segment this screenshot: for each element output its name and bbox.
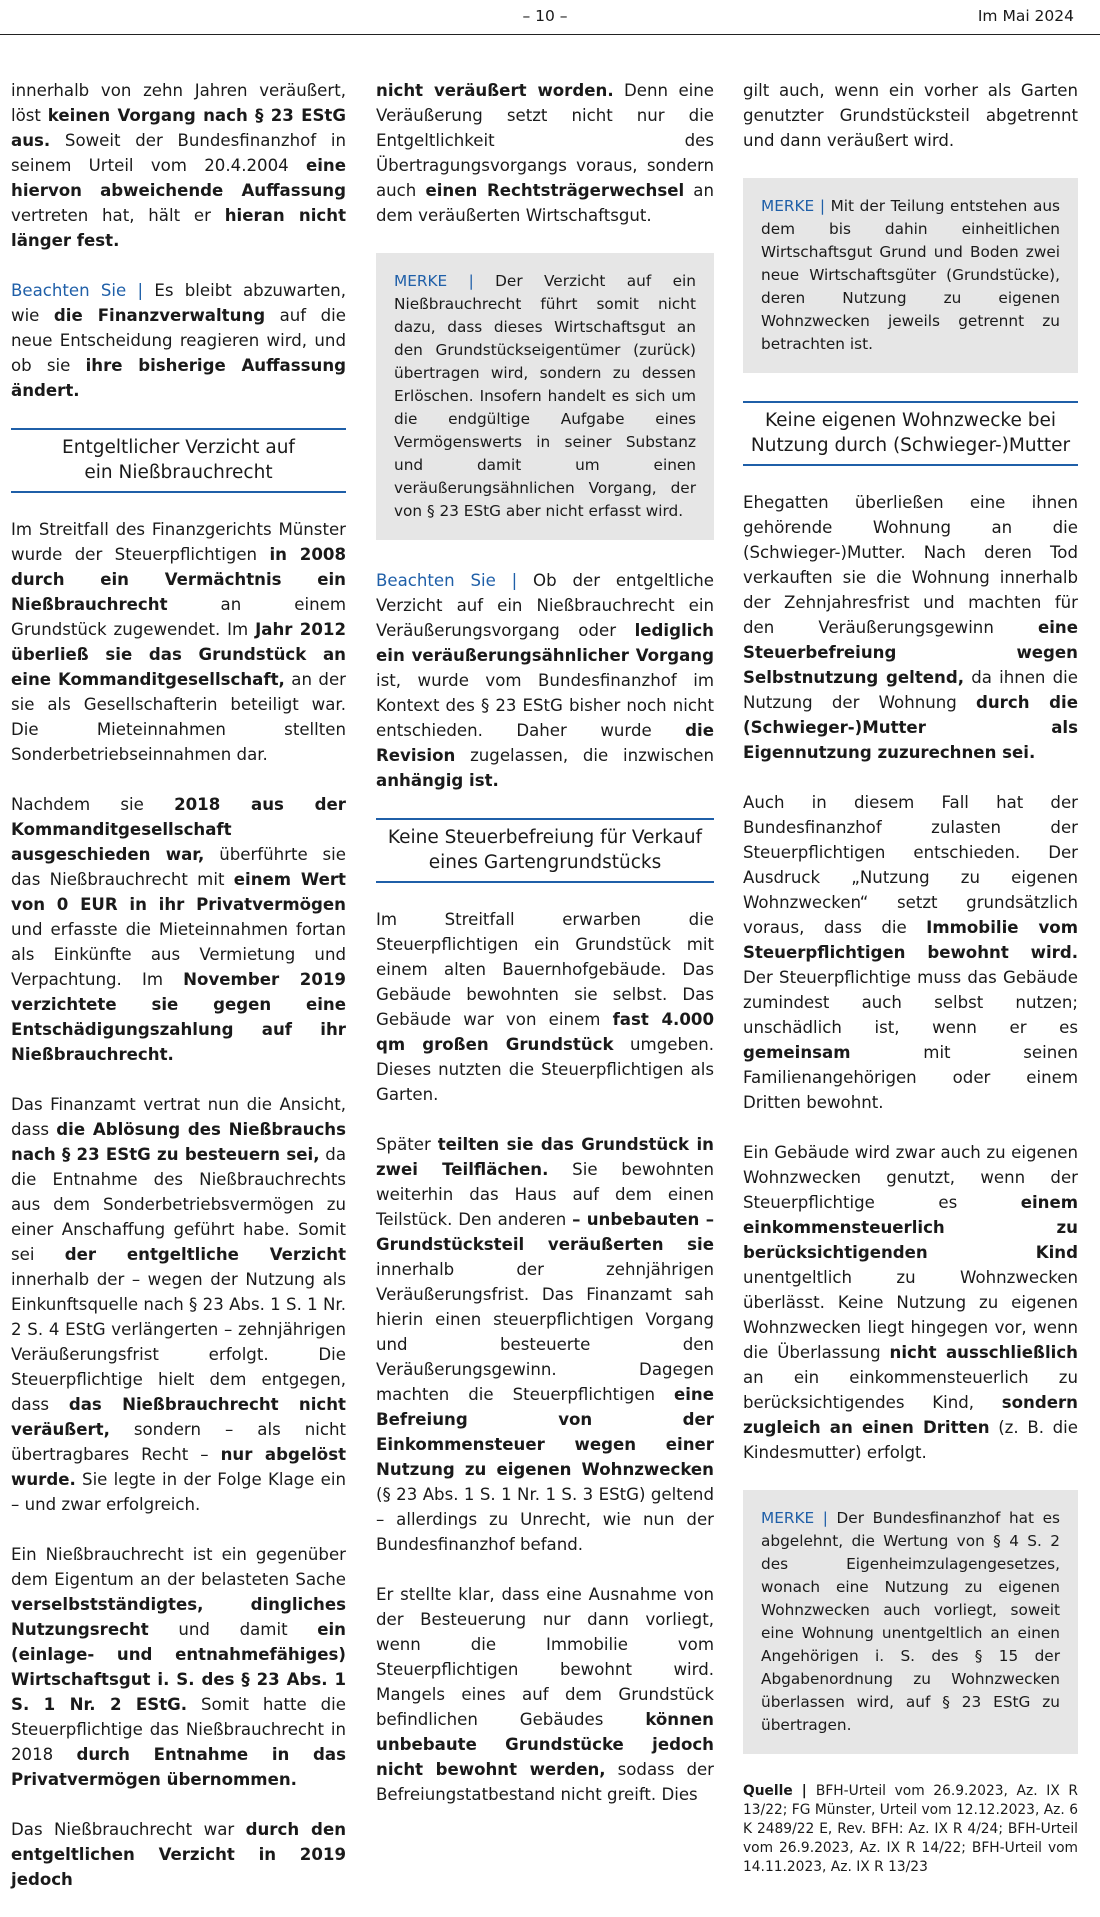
text-run: an ein einkommensteuerlich zu berücksichtigendes Kind,: [743, 1368, 1078, 1412]
text-run: sondern – als nicht übertragbares Recht –: [11, 1420, 346, 1464]
heading-line: Keine eigenen Wohnzwecke bei: [764, 410, 1057, 431]
text-run: Der Steuerpflichtige muss das Gebäude zumindest auch selbst nutzen; unschädlich ist, wenn er es: [743, 968, 1078, 1037]
note-beachten-sie: [11, 278, 346, 403]
text-run: Sie legte in der Folge Klage ein – und zwar erfolgreich.: [11, 1470, 346, 1514]
text-run: Später: [376, 1135, 438, 1154]
merke-box: [743, 1490, 1078, 1754]
merke-box: [743, 178, 1078, 373]
paragraph: [743, 790, 1078, 1115]
emphasis-text: nicht veräußert worden.: [376, 81, 614, 100]
emphasis-text: 2018 aus der Kommanditgesellschaft ausgeschieden war,: [11, 795, 346, 864]
text-run: Im Streitfall des Finanzgerichts Münster wurde der Steuerpflichtigen: [11, 520, 346, 564]
issue-date: Im Mai 2024: [977, 7, 1074, 25]
text-run: BFH-Urteil vom 26.9.2023, Az. IX R 13/22; FG Münster, Urteil vom 12.12.2023, Az. 6 K 2489/22 E, Rev. BFH: Az. IX R 4/24; BFH-Urteil vom 26.9.2023, Az. IX R 14/22; BFH-Urteil vom 14.11.2023, Az. IX R 13/23: [743, 1783, 1078, 1875]
paragraph: [743, 78, 1078, 153]
text-run: |: [126, 281, 155, 300]
text-run: Sie bewohnten weiterhin das Haus auf dem einen Teilstück. Den anderen: [376, 1160, 714, 1229]
text-run: (z. B. die Kindesmutter) erfolgt.: [743, 1418, 1079, 1462]
paragraph: [11, 517, 346, 767]
text-run: an dem veräußerten Wirtschaftsgut.: [376, 181, 714, 225]
merke-text: [394, 270, 696, 523]
emphasis-text: ihre bisherige Auffassung ändert.: [11, 356, 347, 400]
emphasis-text: hieran nicht länger fest.: [11, 206, 347, 250]
emphasis-text: in 2008 durch ein Vermächtnis ein Nießbrauchrecht: [11, 545, 346, 614]
text-run: an einem Grundstück zugewendet. Im: [11, 595, 346, 639]
page-header: [0, 0, 1100, 35]
paragraph: [11, 1817, 346, 1892]
text-run: |: [814, 197, 831, 215]
page-number: – 10 –: [522, 7, 568, 25]
emphasis-text: verselbstständigtes, dingliches Nutzungsrecht: [11, 1595, 346, 1639]
heading-line: Entgeltlicher Verzicht auf: [62, 437, 295, 458]
source-citation: [743, 1782, 1078, 1877]
text-run: |: [814, 1509, 837, 1527]
emphasis-text: die Ablösung des Nießbrauchs nach § 23 EStG zu besteuern sei,: [11, 1120, 346, 1164]
emphasis-text: einem Wert von 0 EUR in ihr Privatvermögen: [11, 870, 346, 914]
text-run: |: [447, 272, 496, 290]
emphasis-text: die Finanzverwaltung: [53, 306, 266, 325]
text-run: innerhalb von zehn Jahren veräußert, löst: [11, 81, 346, 125]
heading-line: Nutzung durch (Schwieger-)Mutter: [750, 435, 1071, 456]
text-run: Auch in diesem Fall hat der Bundesfinanzhof zulasten der Steuerpflichtigen entschieden. Der Ausdruck „Nutzung zu eigenen Wohnzwecken“ setzt grundsätzlich voraus, dass die: [743, 793, 1078, 937]
emphasis-text: nicht ausschließlich: [889, 1343, 1078, 1362]
emphasis-text: eine hiervon abweichende Auffassung: [11, 156, 346, 200]
text-run: Mit der Teilung entstehen aus dem bis dahin einheitlichen Wirtschaftsgut Grund und Boden zwei neue Wirtschaftsgüter (Grundstücke), deren Nutzung zu eigenen Wohnzwecken jeweils getrennt zu betrachten ist.: [761, 197, 1060, 353]
box-label: Beachten Sie: [376, 571, 496, 590]
text-run: Er stellte klar, dass eine Ausnahme von der Besteuerung nur dann vorliegt, wenn die Immobilie vom Steuerpflichtigen bewohnt wird. Mangels eines auf dem Grundstück befindlichen Gebäudes: [376, 1585, 714, 1729]
text-run: Soweit der Bundesfinanzhof in seinem Urteil vom 20.4.2004: [11, 131, 346, 175]
emphasis-text: der entgeltliche Verzicht: [64, 1245, 346, 1264]
emphasis-text: das Nießbrauchrecht nicht veräußert,: [11, 1395, 346, 1439]
text-run: Somit hatte die Steuerpflichtige das Nießbrauchrecht in 2018: [11, 1695, 346, 1764]
quelle-text: [743, 1782, 1078, 1877]
emphasis-text: nur abgelöst wurde.: [11, 1445, 346, 1489]
heading-line: ein Nießbrauchrecht: [84, 462, 273, 483]
paragraph: [11, 1092, 346, 1517]
emphasis-text: lediglich ein veräußerungsähnlicher Vorgang: [376, 621, 714, 665]
text-run: innerhalb der zehnjährigen Veräußerungsfrist. Das Finanzamt sah hierin einen steuerpflichtigen Vorgang und besteuerte den Veräußerungsgewinn. Dagegen machten die Steuerpflichtigen: [376, 1260, 714, 1404]
emphasis-text: die Revision: [376, 721, 714, 765]
text-run: auf die neue Entscheidung reagieren wird, und ob sie: [11, 306, 346, 375]
emphasis-text: Immobilie vom Steuerpflichtigen bewohnt wird.: [743, 918, 1078, 962]
emphasis-text: keinen Vorgang nach § 23 EStG aus.: [11, 106, 346, 150]
paragraph: [11, 1542, 346, 1792]
emphasis-text: anhängig ist.: [376, 771, 499, 790]
column-left: [11, 78, 346, 1917]
column-right: [743, 78, 1078, 1877]
text-run: da die Entnahme des Nießbrauchrechts aus dem Sonderbetriebsvermögen zu einer Anschaffung geführt habe. Somit sei: [11, 1145, 346, 1264]
box-label: MERKE: [394, 272, 448, 290]
emphasis-text: Jahr 2012 überließ sie das Grundstück an eine Kommanditgesellschaft,: [11, 620, 346, 689]
text-run: ist, wurde vom Bundesfinanzhof im Kontext des § 23 EStG bisher noch nicht entschieden. Daher wurde: [376, 671, 714, 740]
paragraph: [376, 1132, 714, 1557]
heading-line: Keine Steuerbefreiung für Verkauf: [387, 827, 703, 848]
heading-line: eines Gartengrundstücks: [428, 852, 662, 873]
text-run: überführte sie das Nießbrauchrecht mit: [11, 845, 346, 889]
text-run: Ein Nießbrauchrecht ist ein gegenüber dem Eigentum an der belasteten Sache: [11, 1545, 346, 1589]
text-run: gilt auch, wenn ein vorher als Garten genutzter Grundstücksteil abgetrennt und dann veräußert wird.: [743, 81, 1078, 150]
text-run: Ein Gebäude wird zwar auch zu eigenen Wohnzwecken genutzt, wenn der Steuerpflichtige es: [743, 1143, 1078, 1212]
emphasis-text: fast 4.000 qm großen Grundstück: [376, 1010, 714, 1054]
text-run: Im Streitfall erwarben die Steuerpflichtigen ein Grundstück mit einem alten Bauernhofgebäude. Das Gebäude bewohnten sie selbst. Das Gebäude war von einem: [376, 910, 714, 1029]
text-run: (§ 23 Abs. 1 S. 1 Nr. 1 S. 3 EStG) geltend – allerdings zu Unrecht, wie nun der Bundesfinanzhof befand.: [376, 1485, 714, 1554]
merke-text: [761, 195, 1060, 356]
paragraph: [11, 78, 346, 253]
section-heading-niessbrauch: [11, 428, 346, 493]
text-run: Der Bundesfinanzhof hat es abgelehnt, die Wertung von § 4 S. 2 des Eigenheimzulagengesetzes, wonach eine Nutzung zu eigenen Wohnzwecken auch vorliegt, soweit eine Wohnung unentgeltlich an einen Angehörigen i. S. des § 15 der Abgabenordnung zu Wohnzwecken überlassen wird, auf § 23 EStG zu übertragen.: [761, 1509, 1061, 1734]
text-run: |: [495, 571, 534, 590]
note-beachten-sie: [376, 568, 714, 793]
box-label: MERKE: [761, 1509, 815, 1527]
paragraph: [376, 907, 714, 1107]
text-run: Das Finanzamt vertrat nun die Ansicht, dass: [11, 1095, 346, 1139]
emphasis-text: teilten sie das Grundstück in zwei Teilflächen.: [376, 1135, 714, 1179]
emphasis-text: durch die (Schwieger-)Mutter als Eigennutzung zuzurechnen sei.: [743, 693, 1079, 762]
text-run: mit seinen Familienangehörigen oder einem Dritten bewohnt.: [743, 1043, 1078, 1112]
emphasis-text: durch den entgeltlichen Verzicht in 2019 jedoch: [11, 1820, 347, 1889]
section-heading-wohnzwecke: [743, 401, 1078, 466]
emphasis-text: durch Entnahme in das Privatvermögen übernommen.: [11, 1745, 346, 1789]
merke-box: [376, 253, 714, 540]
text-run: Ob der entgeltliche Verzicht auf ein Nießbrauchrecht ein Veräußerungsvorgang oder: [376, 571, 715, 640]
emphasis-text: November 2019 verzichtete sie gegen eine Entschädigungszahlung auf ihr Nießbrauchrecht.: [11, 970, 346, 1064]
text-run: Nachdem sie: [11, 795, 175, 814]
emphasis-text: einen Rechtsträgerwechsel: [425, 181, 685, 200]
text-run: unentgeltlich zu Wohnzwecken überlässt. Keine Nutzung zu eigenen Wohnzwecken liegt hingegen vor, wenn die Überlassung: [743, 1268, 1078, 1362]
section-heading-gartengrundstueck: [376, 818, 714, 883]
text-run: sodass der Befreiungstatbestand nicht greift. Dies: [376, 1760, 715, 1804]
emphasis-text: einem einkommensteuerlich zu berücksichtigenden Kind: [743, 1193, 1078, 1262]
emphasis-text: – unbebauten – Grundstücksteil veräußerten sie: [376, 1210, 714, 1254]
text-run: da ihnen die Nutzung der Wohnung: [743, 668, 1078, 712]
text-run: vertreten hat, hält er: [11, 206, 225, 225]
box-label: Beachten Sie: [11, 281, 127, 300]
text-run: Es bleibt abzuwarten, wie: [11, 281, 347, 325]
emphasis-text: gemeinsam: [743, 1043, 851, 1062]
paragraph: [376, 78, 714, 228]
emphasis-text: ein (einlage- und entnahmefähiges) Wirtschaftsgut i. S. des § 23 Abs. 1 S. 1 Nr. 2 EStG.: [11, 1620, 346, 1714]
text-run: und erfasste die Mieteinnahmen fortan als Einkünfte aus Vermietung und Verpachtung. Im: [11, 920, 346, 989]
emphasis-text: eine Steuerbefreiung wegen Selbstnutzung geltend,: [743, 618, 1078, 687]
text-run: innerhalb der – wegen der Nutzung als Einkunftsquelle nach § 23 Abs. 1 S. 1 Nr. 2 S. 4 EStG verlängerten – zehnjährigen Veräußerungsfrist erfolgt. Die Steuerpflichtige hielt dem entgegen, dass: [11, 1270, 346, 1414]
text-run: Ehegatten überließen eine ihnen gehörende Wohnung an die (Schwieger-)Mutter. Nach deren Tod verkauften sie die Wohnung innerhalb der Zehnjahresfrist und machten für den Veräußerungsgewinn: [743, 493, 1078, 637]
emphasis-text: sondern zugleich an einen Dritten: [743, 1393, 1078, 1437]
text-run: Denn eine Veräußerung setzt nicht nur die Entgeltlichkeit des Übertragungsvorgangs voraus, sondern auch: [376, 81, 714, 200]
text-run: und damit: [148, 1620, 318, 1639]
text-run: Der Verzicht auf ein Nießbrauchrecht führt somit nicht dazu, dass dieses Wirtschaftsgut an den Grundstückseigentümer (zurück) übertragen wird, sondern zu dessen Erlöschen. Insofern handelt es sich um die endgültige Aufgabe eines Vermögenswerts in seiner Substanz und damit um einen veräußerungsähnlichen Vorgang, der von § 23 EStG aber nicht erfasst wird.: [394, 272, 696, 520]
text-run: zugelassen, die inzwischen: [455, 746, 714, 765]
paragraph: [743, 1140, 1078, 1465]
emphasis-text: können unbebaute Grundstücke jedoch nicht bewohnt werden,: [376, 1710, 714, 1779]
paragraph: [11, 792, 346, 1067]
emphasis-text: eine Befreiung von der Einkommensteuer wegen einer Nutzung zu eigenen Wohnzwecken: [376, 1385, 714, 1479]
column-middle: [376, 78, 714, 1832]
paragraph: [743, 490, 1078, 765]
emphasis-text: |: [792, 1783, 816, 1799]
paragraph: [376, 1582, 714, 1807]
merke-text: [761, 1507, 1060, 1737]
text-run: Das Nießbrauchrecht war: [11, 1820, 246, 1839]
box-label: MERKE: [761, 197, 815, 215]
text-run: umgeben. Dieses nutzten die Steuerpflichtigen als Garten.: [376, 1035, 714, 1104]
text-run: an der sie als Gesellschafterin beteiligt war. Die Mieteinnahmen stellten Sonderbetriebseinnahmen dar.: [11, 670, 346, 764]
emphasis-text: Quelle: [743, 1783, 793, 1799]
